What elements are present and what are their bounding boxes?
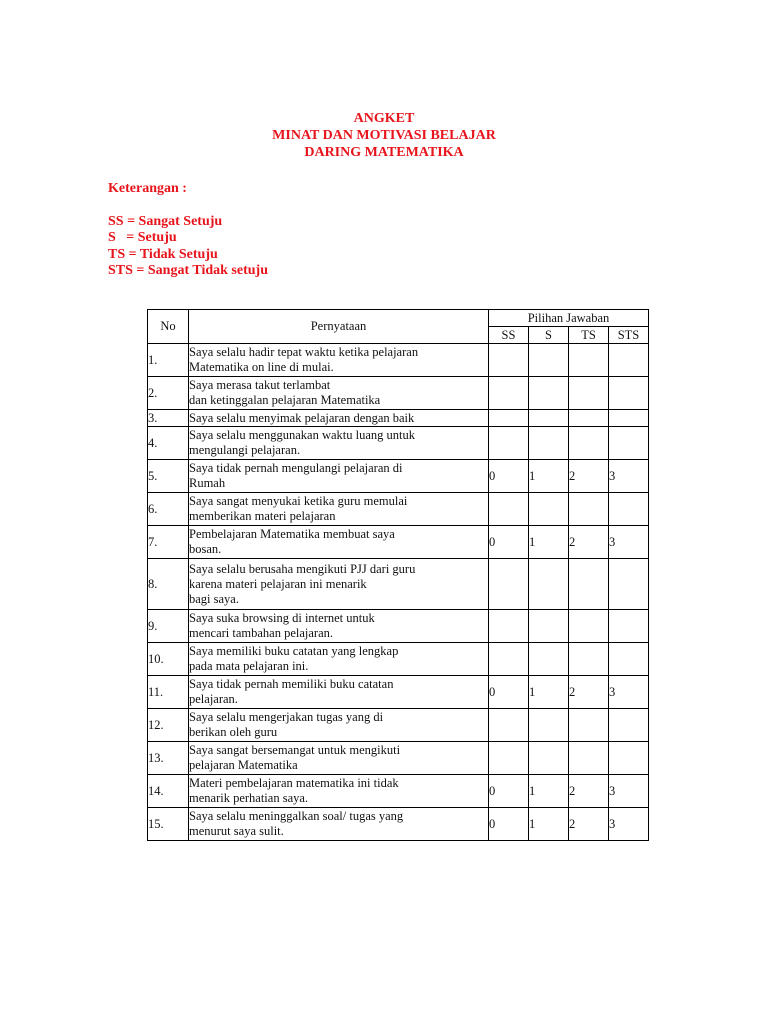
answer-cell-ss[interactable] [489, 377, 529, 410]
table-row [148, 526, 649, 559]
answer-cell-s[interactable] [529, 344, 569, 377]
row-number: 2. [148, 377, 189, 410]
table-row [148, 610, 649, 643]
answer-cell-ss[interactable] [489, 410, 529, 427]
answer-cell-s[interactable] [529, 610, 569, 643]
row-statement [189, 775, 489, 808]
legend-heading: Keterangan : [108, 181, 187, 196]
answer-cell-ts[interactable]: 2 [569, 526, 609, 559]
row-statement [189, 709, 489, 742]
answer-cell-ts[interactable] [569, 493, 609, 526]
statement-line: karena materi pelajaran ini menarik [189, 576, 367, 591]
table-row [148, 427, 649, 460]
document-title [0, 110, 768, 161]
statement-line: Materi pembelajaran matematika ini tidak [189, 776, 399, 790]
statement-line: menarik perhatian saya. [189, 791, 309, 805]
table-row [148, 676, 649, 709]
answer-cell-sts[interactable] [609, 344, 649, 377]
answer-cell-sts[interactable]: 3 [609, 808, 649, 841]
statement-line: Saya sangat bersemangat untuk mengikuti [189, 743, 401, 757]
row-statement [189, 377, 489, 410]
answer-cell-ss[interactable] [489, 427, 529, 460]
answer-cell-ts[interactable] [569, 377, 609, 410]
row-statement [189, 526, 489, 559]
row-number: 11. [148, 676, 189, 709]
row-number: 12. [148, 709, 189, 742]
statement-line: memberikan materi pelajaran [189, 509, 336, 523]
answer-cell-ss[interactable] [489, 643, 529, 676]
table-row [148, 559, 649, 610]
statement-line: Saya selalu mengerjakan tugas yang di [189, 710, 384, 724]
row-number: 14. [148, 775, 189, 808]
row-statement [189, 643, 489, 676]
answer-cell-s[interactable] [529, 709, 569, 742]
answer-cell-s[interactable] [529, 410, 569, 427]
statement-line: Saya memiliki buku catatan yang lengkap [189, 644, 399, 658]
row-statement [189, 427, 489, 460]
row-number: 8. [148, 559, 189, 610]
statement-line: menurut saya sulit. [189, 824, 284, 838]
answer-cell-ss[interactable] [489, 559, 529, 610]
table-row [148, 377, 649, 410]
answer-cell-sts[interactable] [609, 643, 649, 676]
row-statement [189, 676, 489, 709]
answer-cell-s[interactable]: 1 [529, 526, 569, 559]
row-statement [189, 410, 489, 427]
answer-cell-ss[interactable]: 0 [489, 808, 529, 841]
row-number: 1. [148, 344, 189, 377]
statement-line: Saya tidak pernah mengulangi pelajaran di [189, 461, 403, 475]
table-row [148, 742, 649, 775]
answer-cell-ss[interactable] [489, 709, 529, 742]
table-row [148, 410, 649, 427]
row-statement [189, 460, 489, 493]
answer-cell-ss[interactable] [489, 344, 529, 377]
answer-cell-sts[interactable]: 3 [609, 676, 649, 709]
statement-line: Saya merasa takut terlambat [189, 378, 331, 392]
row-statement [189, 808, 489, 841]
answer-cell-sts[interactable] [609, 742, 649, 775]
header-option-sts: STS [609, 327, 649, 344]
answer-cell-s[interactable] [529, 559, 569, 610]
row-statement [189, 742, 489, 775]
answer-cell-s[interactable] [529, 643, 569, 676]
answer-cell-ts[interactable] [569, 427, 609, 460]
answer-cell-sts[interactable] [609, 377, 649, 410]
table-row [148, 709, 649, 742]
answer-cell-ts[interactable] [569, 344, 609, 377]
statement-line: Saya selalu meninggalkan soal/ tugas yang [189, 809, 404, 823]
statement-line: Saya suka browsing di internet untuk [189, 611, 375, 625]
statement-line: Saya selalu berusaha mengikuti PJJ dari guru [189, 561, 416, 576]
answer-cell-ss[interactable] [489, 742, 529, 775]
row-number: 4. [148, 427, 189, 460]
answer-cell-s[interactable]: 1 [529, 775, 569, 808]
statement-line: bagi saya. [189, 591, 239, 606]
answer-cell-sts[interactable]: 3 [609, 460, 649, 493]
title-line-3: DARING MATEMATIKA [304, 145, 464, 160]
row-number: 10. [148, 643, 189, 676]
legend-items [108, 214, 268, 280]
answer-cell-ts[interactable] [569, 643, 609, 676]
answer-cell-ss[interactable]: 0 [489, 460, 529, 493]
legend [108, 181, 268, 280]
answer-cell-ts[interactable]: 2 [569, 676, 609, 709]
legend-item: S = Setuju [108, 230, 177, 245]
title-line-2: MINAT DAN MOTIVASI BELAJAR [272, 128, 496, 143]
statement-line: pada mata pelajaran ini. [189, 659, 309, 673]
answer-cell-ts[interactable] [569, 410, 609, 427]
row-number: 15. [148, 808, 189, 841]
answer-cell-sts[interactable] [609, 559, 649, 610]
answer-cell-ts[interactable] [569, 559, 609, 610]
answer-cell-ss[interactable]: 0 [489, 676, 529, 709]
answer-cell-sts[interactable] [609, 493, 649, 526]
answer-cell-ts[interactable]: 2 [569, 775, 609, 808]
survey-table [147, 309, 649, 841]
title-line-1: ANGKET [353, 111, 415, 126]
statement-line: Pembelajaran Matematika membuat saya [189, 527, 395, 541]
answer-cell-ss[interactable] [489, 493, 529, 526]
table-row [148, 460, 649, 493]
row-number: 6. [148, 493, 189, 526]
statement-line: mengulangi pelajaran. [189, 443, 301, 457]
header-statement: Pernyataan [189, 310, 489, 344]
answer-cell-ts[interactable] [569, 610, 609, 643]
header-option-ss: SS [489, 327, 529, 344]
answer-cell-sts[interactable] [609, 427, 649, 460]
row-number: 5. [148, 460, 189, 493]
statement-line: Matematika on line di mulai. [189, 360, 334, 374]
answer-cell-s[interactable] [529, 427, 569, 460]
header-option-s: S [529, 327, 569, 344]
header-no: No [148, 310, 189, 344]
statement-line: Saya tidak pernah memiliki buku catatan [189, 677, 394, 691]
table-row [148, 808, 649, 841]
row-number: 7. [148, 526, 189, 559]
table-row [148, 775, 649, 808]
answer-cell-sts[interactable] [609, 610, 649, 643]
legend-item: STS = Sangat Tidak setuju [108, 263, 268, 278]
statement-line: pelajaran Matematika [189, 758, 298, 772]
header-option-ts: TS [569, 327, 609, 344]
table-row [148, 643, 649, 676]
statement-line: Saya selalu menggunakan waktu luang untuk [189, 428, 415, 442]
answer-cell-ss[interactable] [489, 610, 529, 643]
row-statement [189, 493, 489, 526]
answer-cell-s[interactable] [529, 742, 569, 775]
row-number: 3. [148, 410, 189, 427]
statement-line: berikan oleh guru [189, 725, 278, 739]
statement-line: bosan. [189, 542, 222, 556]
answer-cell-ss[interactable]: 0 [489, 775, 529, 808]
legend-item: TS = Tidak Setuju [108, 246, 218, 262]
answer-cell-ts[interactable]: 2 [569, 460, 609, 493]
answer-cell-ts[interactable] [569, 742, 609, 775]
row-statement [189, 610, 489, 643]
statement-line: Saya selalu menyimak pelajaran dengan baik [189, 410, 415, 425]
statement-line: pelajaran. [189, 692, 238, 706]
answer-cell-ts[interactable] [569, 709, 609, 742]
table-row [148, 493, 649, 526]
answer-cell-s[interactable]: 1 [529, 676, 569, 709]
row-statement [189, 344, 489, 377]
answer-cell-sts[interactable]: 3 [609, 775, 649, 808]
answer-cell-ss[interactable]: 0 [489, 526, 529, 559]
statement-line: mencari tambahan pelajaran. [189, 626, 334, 640]
statement-line: dan ketinggalan pelajaran Matematika [189, 393, 381, 407]
answer-cell-s[interactable] [529, 493, 569, 526]
answer-cell-s[interactable]: 1 [529, 808, 569, 841]
statement-line: Rumah [189, 476, 226, 490]
header-choices: Pilihan Jawaban [489, 310, 649, 327]
statement-line: Saya sangat menyukai ketika guru memulai [189, 494, 408, 508]
row-statement [189, 559, 489, 610]
answer-cell-sts[interactable]: 3 [609, 526, 649, 559]
survey-body [148, 344, 649, 841]
answer-cell-s[interactable] [529, 377, 569, 410]
statement-line: Saya selalu hadir tepat waktu ketika pelajaran [189, 345, 419, 359]
answer-cell-sts[interactable] [609, 709, 649, 742]
table-row [148, 344, 649, 377]
row-number: 9. [148, 610, 189, 643]
row-number: 13. [148, 742, 189, 775]
answer-cell-sts[interactable] [609, 410, 649, 427]
answer-cell-s[interactable]: 1 [529, 460, 569, 493]
answer-cell-ts[interactable]: 2 [569, 808, 609, 841]
legend-item: SS = Sangat Setuju [108, 213, 223, 229]
legend-gap [108, 198, 268, 214]
